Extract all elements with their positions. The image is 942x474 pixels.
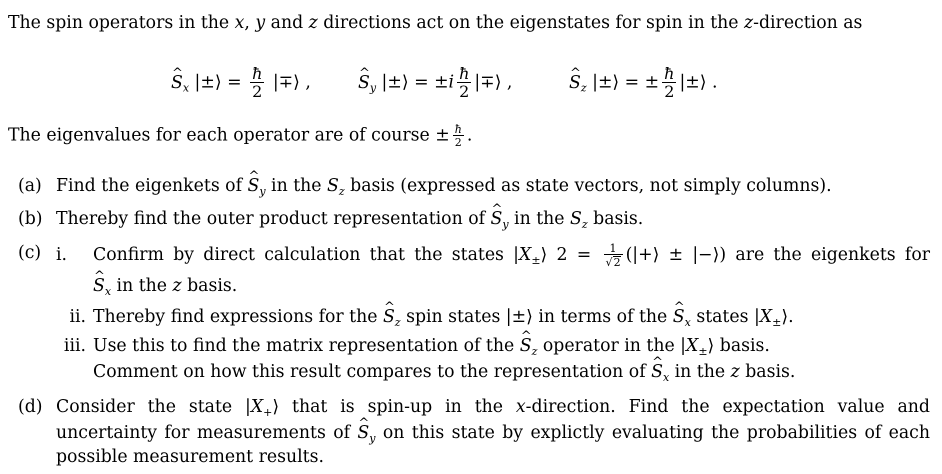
- equation-sz: ^ $S_z$ |±⟩ = ± $\frac{ħ}{2}$ |±⟩ .: [569, 66, 717, 100]
- part-d-label: (d): [18, 397, 43, 417]
- part-c-i-label: i.: [56, 245, 68, 265]
- equation-sy: ^ $S_y$ |±⟩ = ±i $\frac{ħ}{2}$ |∓⟩ ,: [358, 66, 512, 100]
- part-a-label: (a): [18, 176, 42, 196]
- part-d-line-2: uncertainty for measurements of ^ $S_y$ on this state by explictly evaluating the probabilities of each: [56, 423, 930, 443]
- part-c-i-continued: ^ $S_x$ in the z basis.: [93, 276, 237, 296]
- part-b: (b) Thereby find the outer product representation of ^ $S_y$ in the $S_z$ basis.: [18, 209, 643, 229]
- part-c-ii-label: ii.: [69, 307, 86, 327]
- part-c-ii: ii. Thereby find expressions for the ^ $S_z$ spin states |±⟩ in terms of the ^ $S_x$ states $|X_\pm⟩$.: [56, 307, 794, 327]
- part-c-iii-continued: Comment on how this result compares to the representation of ^ $S_x$ in the z basis.: [93, 362, 795, 382]
- intro-paragraph: The spin operators in the x, y and z directions act on the eigenstates for spin in the z-direction as: [8, 13, 863, 33]
- equation-sx: ^ $S_x$ |±⟩ = $\frac{ħ}{2}$ |∓⟩ ,: [171, 66, 311, 100]
- eigenvalue-sentence: The eigenvalues for each operator are of course ± $\frac{ħ}{2}$ .: [8, 123, 473, 149]
- part-d-line-3: possible measurement results.: [56, 447, 324, 467]
- part-c-label: (c): [18, 243, 42, 263]
- part-b-label: (b): [18, 209, 43, 229]
- part-c-i: i. Confirm by direct calculation that the states $|X_\pm⟩$ 2 = $\frac{1}{√2}$ (|+⟩ ± |−⟩) are the eigenkets for: [56, 242, 930, 269]
- part-d-line-1: Consider the state $|X_+⟩$ that is spin-up in the x-direction. Find the expectation value and: [56, 397, 930, 419]
- part-c-iii-label: iii.: [63, 336, 86, 356]
- part-a: (a) Find the eigenkets of ^ $S_y$ in the $S_z$ basis (expressed as state vectors, not simply columns).: [18, 176, 832, 196]
- part-c-iii: iii. Use this to find the matrix representation of the ^ $S_z$ operator in the $|X_\pm⟩$ basis.: [56, 336, 770, 356]
